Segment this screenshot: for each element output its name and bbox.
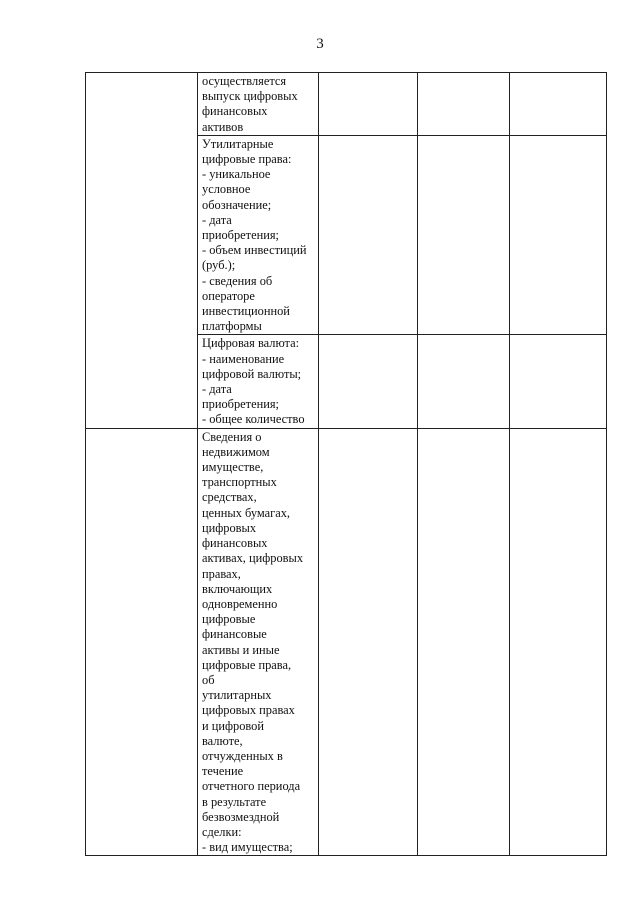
cell-text-digital-assets-issue: осуществляется выпуск цифровых финансовых активов: [202, 74, 298, 134]
table-cell-empty: [319, 135, 418, 335]
table-cell-description: [198, 135, 319, 335]
table-cell-empty: [510, 428, 607, 856]
cell-text-utilitarian-rights: Утилитарные цифровые права: - уникальное условное обозначение; - дата приобретения; - объем инвестиций (руб.); - сведения об операторе инвестиционной платформы: [202, 136, 307, 334]
table-cell-empty: [510, 335, 607, 428]
table-cell-empty: [418, 73, 510, 136]
table-cell-description: [198, 73, 319, 136]
table-cell-description: [198, 335, 319, 428]
page-number: 3: [316, 36, 324, 52]
declaration-table: [85, 72, 607, 856]
table-cell-empty: [86, 428, 198, 856]
table-cell-empty: [319, 335, 418, 428]
table-cell-empty: [319, 428, 418, 856]
table-cell-empty: [319, 73, 418, 136]
table-row: [86, 428, 607, 856]
table-row: [86, 73, 607, 136]
table-cell-empty: [418, 135, 510, 335]
table-cell-description: [198, 428, 319, 856]
cell-text-alienated-property: Сведения о недвижимом имуществе, транспортных средствах, ценных бумагах, цифровых финансовых активах, цифровых правах, включающих одновременно цифровые финансовые активы и иные цифровые права, об утилитарных цифровых правах и цифровой валюте, отчужденных в течение отчетного периода в результате безвозмездной сделки: - вид имущества;: [202, 429, 304, 855]
cell-text-digital-currency: Цифровая валюта: - наименование цифровой валюты; - дата приобретения; - общее количество: [202, 336, 305, 427]
table-cell-empty: [418, 428, 510, 856]
table-cell-empty: [86, 73, 198, 429]
table-cell-empty: [510, 135, 607, 335]
table-cell-empty: [418, 335, 510, 428]
table-cell-empty: [510, 73, 607, 136]
